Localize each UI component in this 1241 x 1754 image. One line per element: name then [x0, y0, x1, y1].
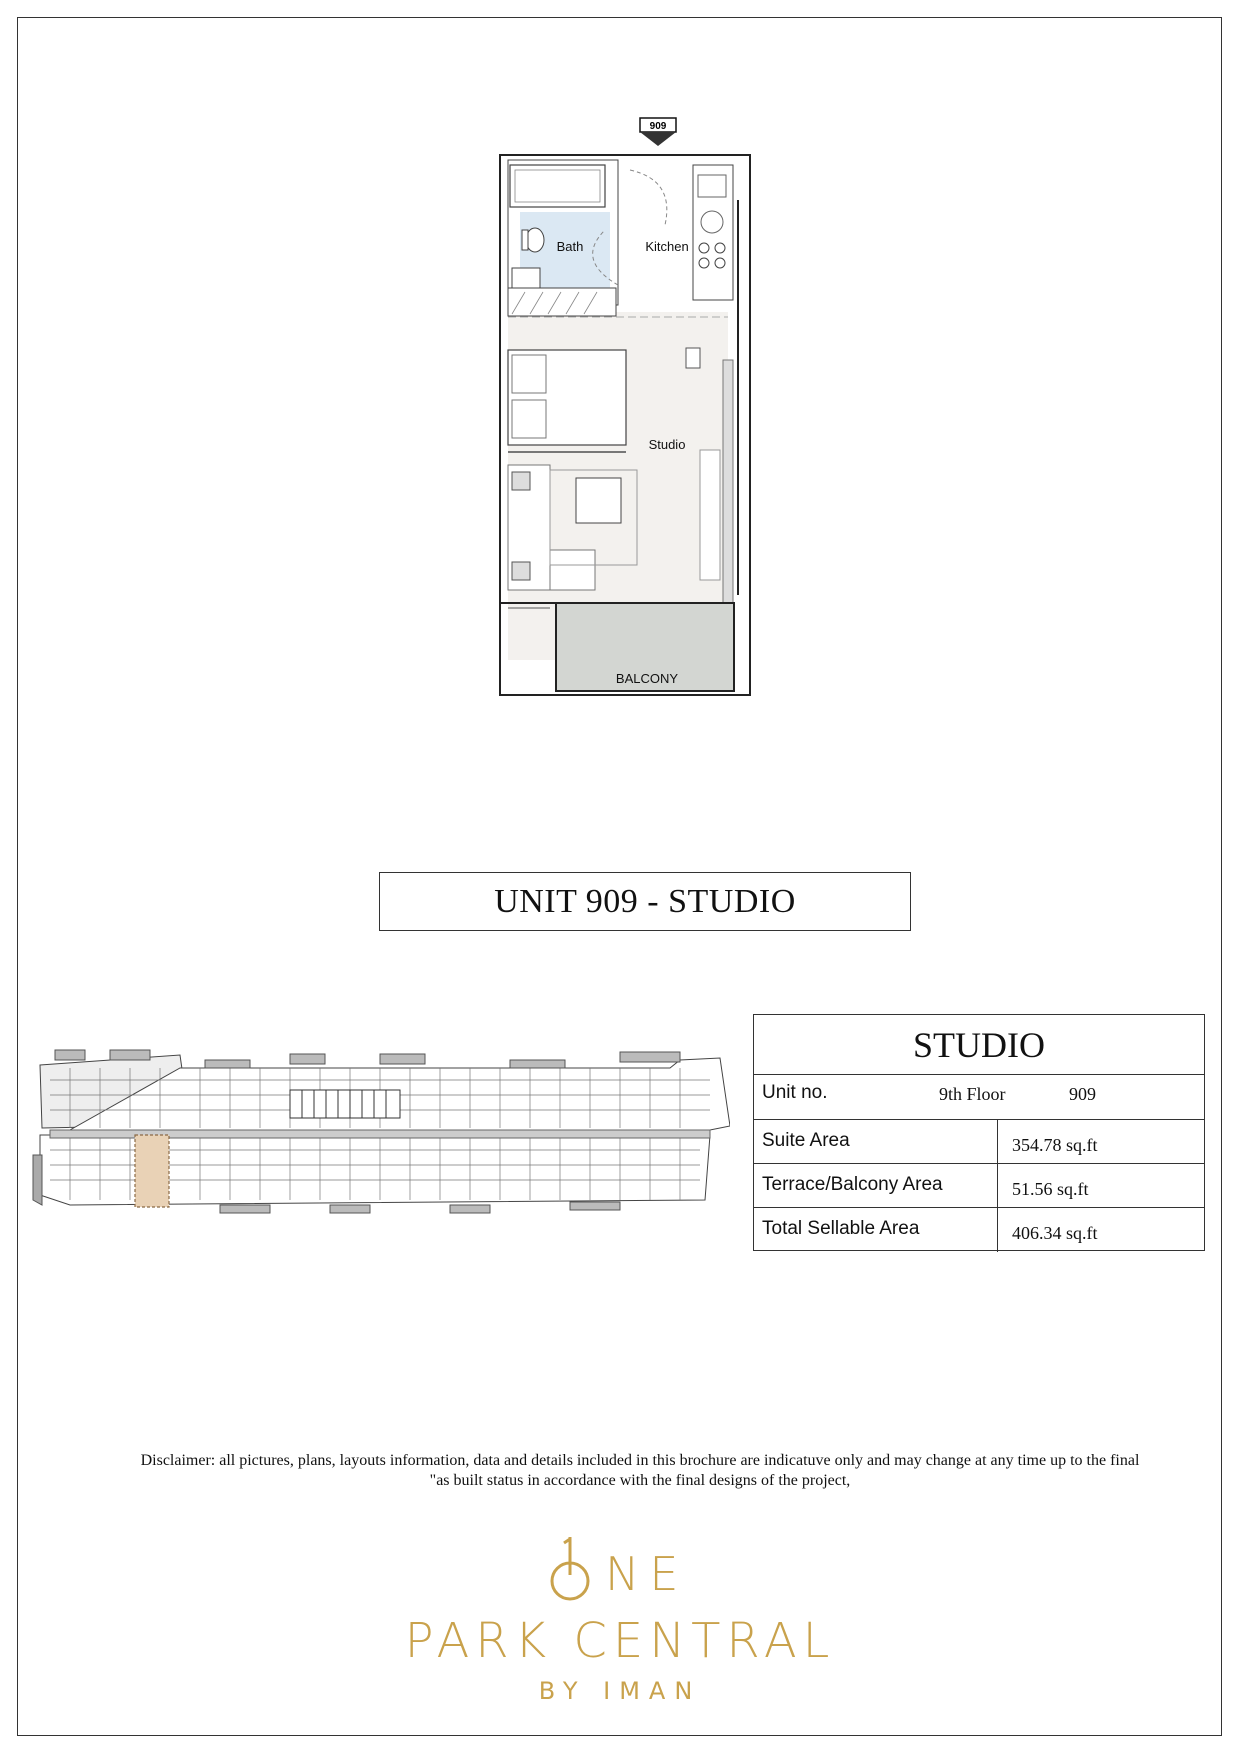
- studio-label: Studio: [648, 437, 686, 452]
- unit-floor-plan: [490, 110, 760, 750]
- balcony-area-value: 51.56 sq.ft: [1012, 1179, 1089, 1199]
- unit-tag-label: 909: [649, 121, 667, 132]
- total-area-row: [754, 1208, 1204, 1252]
- floor-key-plan: [30, 1040, 730, 1230]
- unit-title: [379, 872, 911, 931]
- disclaimer-line-2: "as built status in accordance with the final designs of the project,: [429, 1472, 851, 1489]
- unit-spec-table: [753, 1014, 1205, 1251]
- total-area-label: Total Sellable Area: [754, 1208, 998, 1252]
- suite-area-row: [754, 1120, 1204, 1164]
- brand-logo: [330, 1525, 910, 1715]
- logo-line-three: BY IMAN: [538, 1677, 702, 1705]
- disclaimer: [60, 1451, 1220, 1491]
- toilet: [526, 228, 544, 252]
- logo-line-two: PARK CENTRAL: [404, 1613, 836, 1669]
- balcony-label: BALCONY: [615, 671, 679, 686]
- balcony-area-row: [754, 1164, 1204, 1208]
- suite-area-value: 354.78 sq.ft: [1012, 1135, 1098, 1155]
- unit-tag: [640, 118, 676, 146]
- disclaimer-line-1: Disclaimer: all pictures, plans, layouts information, data and details included in this brochure are indicatuve only and may change at any time up to the final: [140, 1452, 1140, 1469]
- floor-value: 9th Floor: [939, 1084, 1006, 1104]
- total-area-value: 406.34 sq.ft: [1012, 1223, 1098, 1243]
- tv-unit: [700, 450, 720, 580]
- unit-number-row: [754, 1075, 1204, 1120]
- suite-area-label: Suite Area: [754, 1120, 998, 1163]
- unit-number-label: Unit no.: [762, 1082, 828, 1103]
- highlighted-unit: [135, 1135, 169, 1207]
- bath-label: Bath: [556, 239, 584, 254]
- unit-number-value: 909: [1069, 1084, 1096, 1104]
- kitchen-label: Kitchen: [645, 239, 689, 254]
- spec-heading: STUDIO: [754, 1015, 1204, 1075]
- logo-line-one-suffix: NE: [605, 1547, 689, 1601]
- coffee-table: [576, 478, 621, 523]
- unit-title-text: UNIT 909 - STUDIO: [494, 882, 796, 920]
- balcony-area-label: Terrace/Balcony Area: [754, 1164, 998, 1207]
- bathtub: [510, 165, 605, 207]
- wardrobe: [508, 288, 616, 316]
